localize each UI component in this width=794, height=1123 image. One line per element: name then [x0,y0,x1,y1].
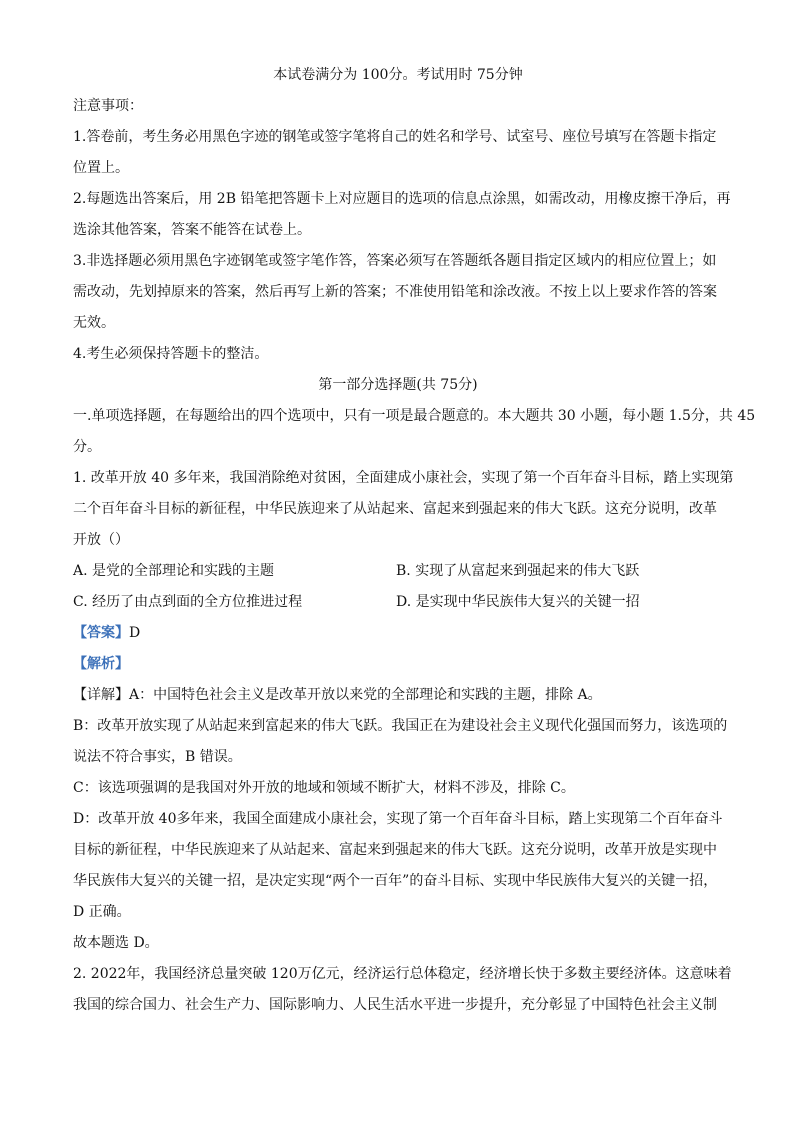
q1-detail [73,680,723,711]
q2-stem: 2. 2022年，我国经济总量突破 120万亿元，经济运行总体稳定，经济增长快于多数主要经济体。这意味着 [73,966,732,982]
q1-conclusion: 故本题选 D。 [73,935,159,951]
part1-instructions-cont: 分。 [73,439,101,455]
q1-analysis [73,649,723,680]
detail-d-cont: 目标的新征程，中华民族迎来了从站起来、富起来到强起来的伟大飞跃。这充分说明，改革开放是实现中 [73,842,717,858]
notice-heading: 注意事项： [73,98,143,114]
answer-value: D [129,625,141,641]
detail-a: A：中国特色社会主义是改革开放以来党的全部理论和实践的主题，排除 A。 [129,687,602,703]
q1-option-d: D. 是实现中华民族伟大复兴的关键一招 [396,594,640,610]
q1-options-row-1 [73,556,723,587]
notice-item-1: 1.答卷前，考生务必用黑色字迹的钢笔或签字笔将自己的姓名和学号、试室号、座位号填写在答题卡指定 [73,129,717,145]
detail-b: B：改革开放实现了从站起来到富起来的伟大飞跃。我国正在为建设社会主义现代化强国而努力，该选项的 [73,718,728,734]
q2-stem-cont: 我国的综合国力、社会生产力、国际影响力、人民生活水平进一步提升，充分彰显了中国特色社会主义制 [73,997,717,1013]
analysis-tag: 【解析】 [73,656,129,672]
notice-item-2: 2.每题选出答案后，用 2B 铅笔把答题卡上对应题目的选项的信息点涂黑，如需改动，用橡皮擦干净后，再 [73,191,731,207]
notice-item-3: 3.非选择题必须用黑色字迹钢笔或签字笔作答，答案必须写在答题纸各题目指定区域内的相应位置上；如 [73,253,717,269]
detail-b-cont: 说法不符合事实，B 错误。 [73,749,242,765]
answer-tag: 【答案】 [73,625,129,641]
q1-option-a: A. 是党的全部理论和实践的主题 [73,563,275,579]
q1-stem-cont: 二个百年奋斗目标的新征程，中华民族迎来了从站起来、富起来到强起来的伟大飞跃。这充分说明，改革 [73,501,717,517]
q1-options-row-2 [73,587,723,618]
notice-item-4: 4.考生必须保持答题卡的整洁。 [73,346,269,362]
notice-item-2-cont: 选涂其他答案，答案不能答在试卷上。 [73,222,311,238]
detail-d-cont3: D 正确。 [73,904,131,920]
detail-d: D：改革开放 40多年来，我国全面建成小康社会，实现了第一个百年奋斗目标，踏上实现第二个百年奋斗 [73,811,723,827]
notice-item-1-cont: 位置上。 [73,160,129,176]
notice-item-3-cont2: 无效。 [73,315,115,331]
q1-option-c: C. 经历了由点到面的全方位推进过程 [73,594,303,610]
detail-tag: 【详解】 [73,687,129,703]
q1-answer [73,618,723,649]
exam-header-title: 本试卷满分为 100分。考试用时 75分钟 [273,67,523,83]
detail-d-cont2: 华民族伟大复兴的关键一招，是决定实现“两个一百年”的奋斗目标、实现中华民族伟大复兴的关键一招， [73,873,718,889]
q1-option-b: B. 实现了从富起来到强起来的伟大飞跃 [396,563,640,579]
q1-stem: 1. 改革开放 40 多年来，我国消除绝对贫困，全面建成小康社会，实现了第一个百年奋斗目标，踏上实现第 [73,470,734,486]
exam-page [73,60,756,1021]
part1-title: 第一部分选择题(共 75分) [318,377,478,393]
part1-instructions: 一.单项选择题，在每题给出的四个选项中，只有一项是最合题意的。本大题共 30 小题，每小题 1.5分，共 45 [73,408,756,424]
q1-stem-cont2: 开放（） [73,532,129,548]
detail-c: C：该选项强调的是我国对外开放的地域和领域不断扩大，材料不涉及，排除 C。 [73,780,575,796]
notice-item-3-cont: 需改动，先划掉原来的答案，然后再写上新的答案；不准使用铅笔和涂改液。不按上以上要求作答的答案 [73,284,717,300]
